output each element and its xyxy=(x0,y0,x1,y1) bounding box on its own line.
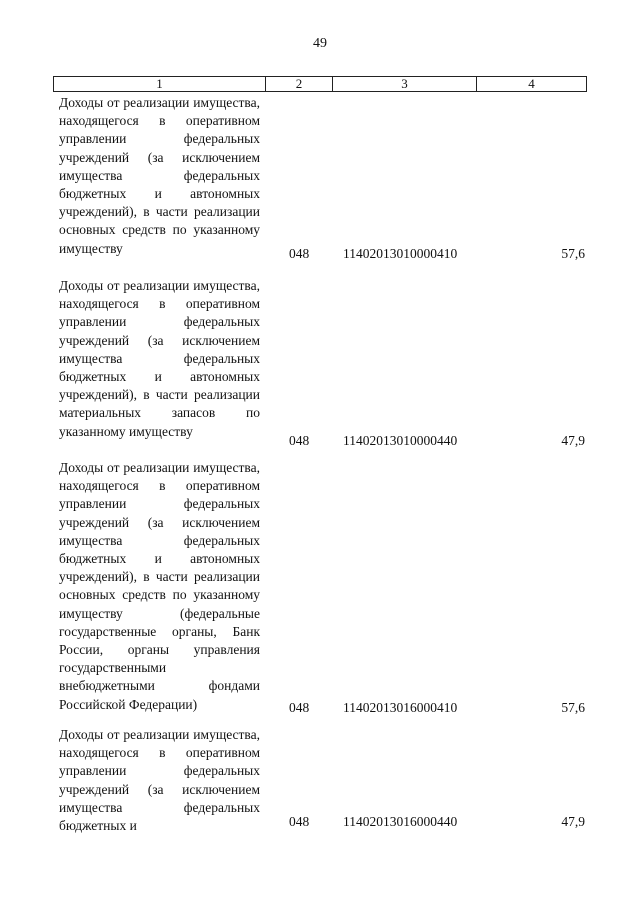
header-col-1: 1 xyxy=(54,77,266,91)
row-description: Доходы от реализации имущества, находящегося в оперативном управлении федеральных учреждений (за исключением имущества федеральных бюджетных и автономных учреждений), в части реализации материальных запасов по указанному имуществу xyxy=(59,278,260,439)
row-admin-code: 048 xyxy=(289,433,310,448)
row-kbk: 11402013016000410 xyxy=(343,700,458,715)
row-amount: 47,9 xyxy=(561,433,585,448)
row-description: Доходы от реализации имущества, находящегося в оперативном управлении федеральных учреждений (за исключением имущества федеральных бюджетных и автономных учреждений), в части реализации основных средств по указанному имуществу (федеральные государственные органы, Банк России, органы управления государственными внебюджетными фондами Российской Федерации) xyxy=(59,460,260,712)
table-row xyxy=(59,277,585,453)
row-amount: 57,6 xyxy=(561,700,585,715)
table-row xyxy=(59,726,585,836)
row-description: Доходы от реализации имущества, находящегося в оперативном управлении федеральных учреждений (за исключением имущества федеральных бюджетных и xyxy=(59,727,260,834)
header-col-4: 4 xyxy=(528,76,535,91)
table-row xyxy=(59,94,585,270)
row-description: Доходы от реализации имущества, находящегося в оперативном управлении федеральных учреждений (за исключением имущества федеральных бюджетных и автономных учреждений), в части реализации основных средств по указанному имуществу xyxy=(59,95,260,256)
row-kbk: 11402013010000440 xyxy=(343,433,458,448)
row-admin-code: 048 xyxy=(289,246,310,261)
row-kbk: 11402013016000440 xyxy=(343,814,458,829)
row-admin-code: 048 xyxy=(289,700,310,715)
table-row xyxy=(59,459,585,723)
row-admin-code: 048 xyxy=(289,814,310,829)
header-col-3: 3 xyxy=(333,77,477,91)
row-amount: 57,6 xyxy=(561,246,585,261)
page-number: 49 xyxy=(313,36,327,51)
row-kbk: 11402013010000410 xyxy=(343,246,458,261)
header-col-2: 2 xyxy=(266,77,333,91)
row-amount: 47,9 xyxy=(561,814,585,829)
table-header xyxy=(53,76,587,92)
